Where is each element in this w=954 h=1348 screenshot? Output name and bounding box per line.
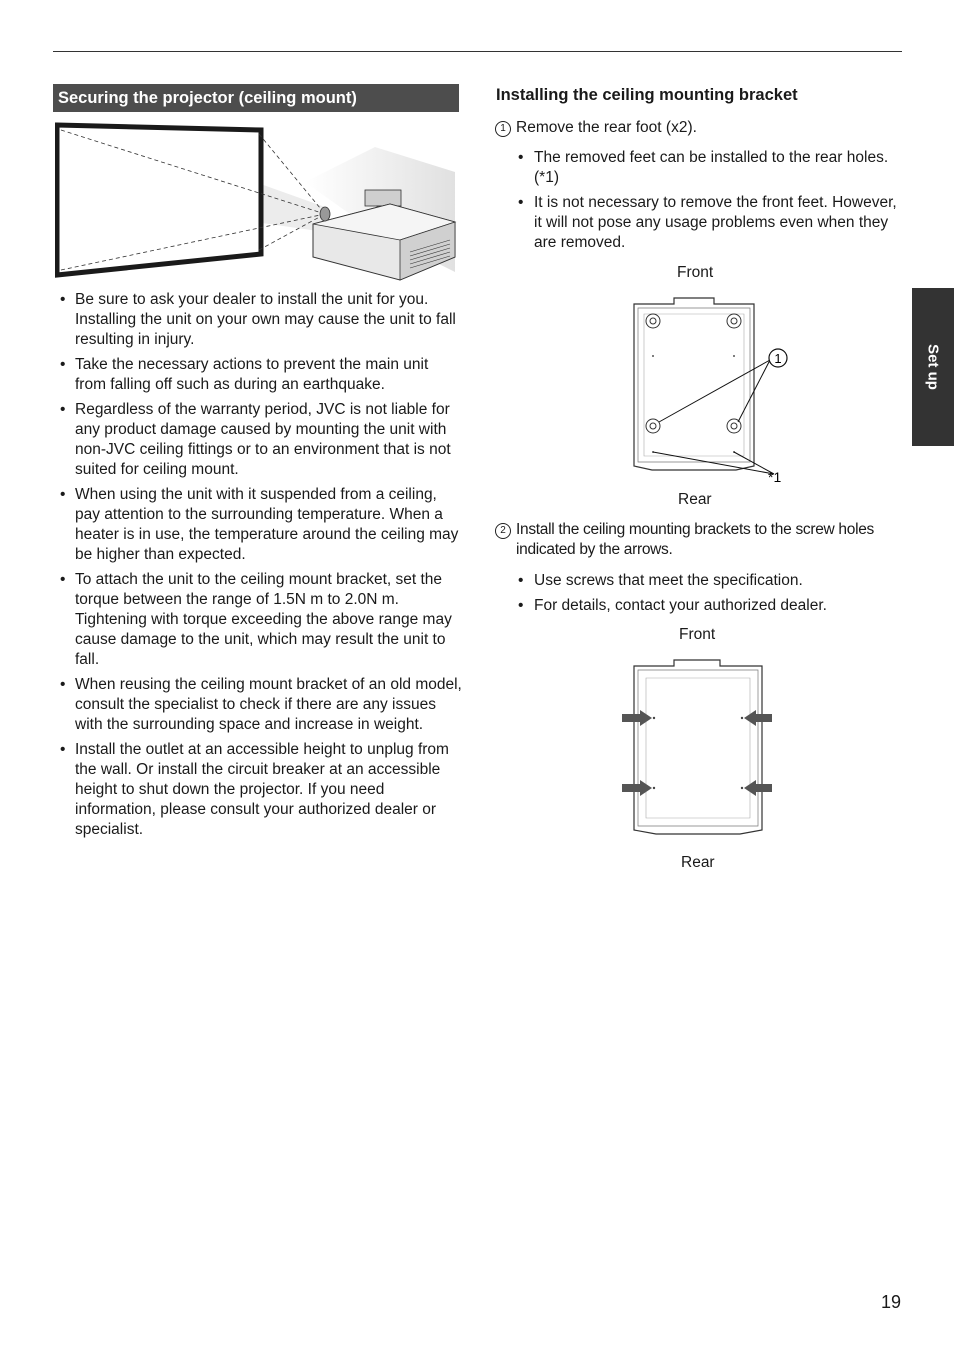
diagram-front-label: Front xyxy=(677,264,714,281)
safety-bullet-list xyxy=(57,290,462,845)
subsection-title: Installing the ceiling mounting bracket xyxy=(496,86,798,104)
list-item: • Use screws that meet the specification. xyxy=(516,571,908,591)
projector-bracket-holes-diagram xyxy=(620,656,776,838)
diagram-rear-label: Rear xyxy=(681,854,715,871)
side-tab xyxy=(912,288,954,446)
side-tab-label: Set up xyxy=(924,344,942,390)
list-item: • Install the outlet at an accessible height to unplug from the wall. Or install the circuit breaker at an accessible height to shut down the projector. If you need information, please consult your authorized dealer or specialist. xyxy=(57,740,462,840)
page-number: 19 xyxy=(881,1292,902,1312)
step-1-bullet-list xyxy=(516,148,908,258)
projector-bottom-feet-diagram xyxy=(626,294,806,494)
ceiling-mount-illustration xyxy=(55,122,459,282)
diagram-note-label: *1 xyxy=(768,469,782,485)
step-2-bullet-list xyxy=(516,571,908,621)
list-item: • When using the unit with it suspended from a ceiling, pay attention to the surrounding temperature. When a heater is in use, the temperature around the ceiling may be higher than expected. xyxy=(57,485,462,565)
list-item: • It is not necessary to remove the front feet. However, it will not pose any usage problems even when they are removed. xyxy=(516,193,908,253)
list-item: • When reusing the ceiling mount bracket of an old model, consult the specialist to check if there are any issues with the surrounding space and increase in weight. xyxy=(57,675,462,735)
diagram-rear-label: Rear xyxy=(678,491,712,508)
step-number: 2 xyxy=(495,523,511,539)
list-item: • Be sure to ask your dealer to install the unit for you. Installing the unit on your own may cause the unit to fall resulting in injury. xyxy=(57,290,462,350)
step-2 xyxy=(495,520,905,560)
list-item: • To attach the unit to the ceiling mount bracket, set the torque between the range of 1.5N m to 2.0N m. Tightening with torque exceeding the above range may cause damage to the unit, which may result the unit to fall. xyxy=(57,570,462,670)
step-text: Remove the rear foot (x2). xyxy=(516,119,697,136)
diagram-front-label: Front xyxy=(679,626,716,643)
list-item: • Take the necessary actions to prevent the main unit from falling off such as during an earthquake. xyxy=(57,355,462,395)
list-item: • Regardless of the warranty period, JVC is not liable for any product damage caused by mounting the unit with non-JVC ceiling fittings or to an environment that is not suited for ceiling mount. xyxy=(57,400,462,480)
step-1 xyxy=(495,118,905,138)
diagram-callout-number: 1 xyxy=(774,351,782,366)
step-text: Install the ceiling mounting brackets to the screw holes indicated by the arrows. xyxy=(516,521,874,558)
list-item: • For details, contact your authorized dealer. xyxy=(516,596,908,616)
step-number: 1 xyxy=(495,121,511,137)
top-rule xyxy=(53,51,902,52)
list-item: • The removed feet can be installed to the rear holes. (*1) xyxy=(516,148,908,188)
section-title: Securing the projector (ceiling mount) xyxy=(53,84,459,112)
